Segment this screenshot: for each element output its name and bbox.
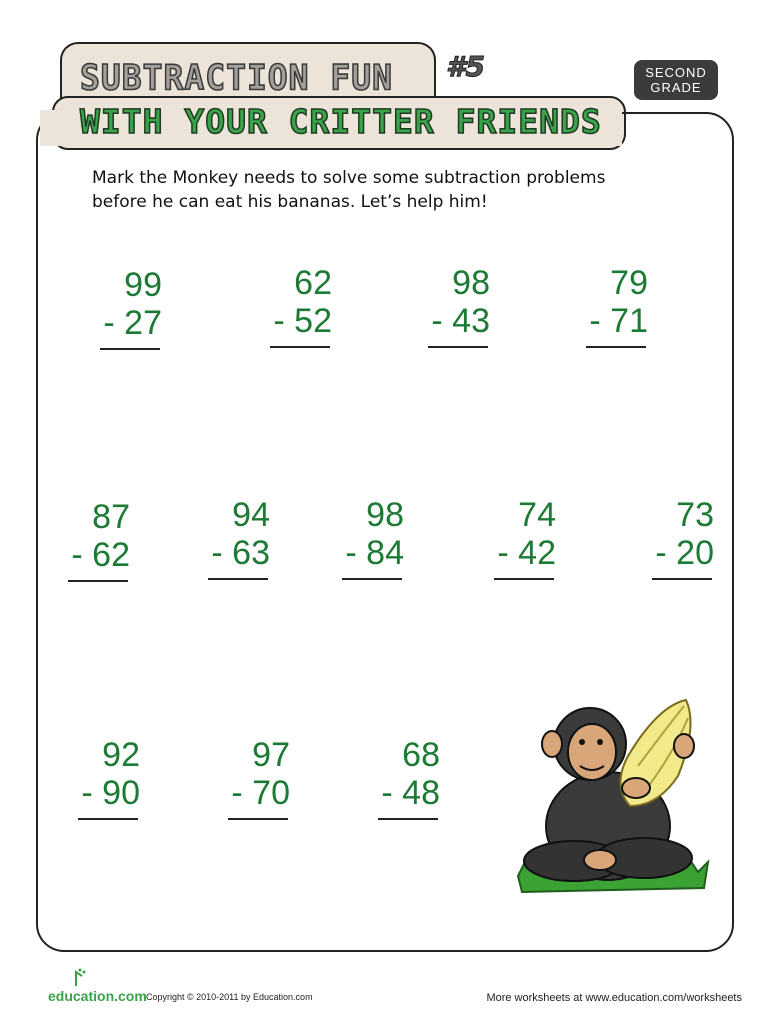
subtrahend: - 71	[589, 302, 648, 340]
answer-line	[78, 818, 138, 820]
answer-line	[100, 348, 160, 350]
minuend: 87	[92, 498, 130, 536]
subtrahend: - 84	[345, 534, 404, 572]
monkey-foot	[584, 850, 616, 870]
monkey-illustration	[508, 696, 718, 896]
monkey-eye-left	[579, 739, 585, 745]
education-logo-text: education.com	[48, 988, 147, 1004]
monkey-ear	[542, 731, 562, 757]
subtrahend: - 62	[71, 536, 130, 574]
answer-line	[342, 578, 402, 580]
subtrahend: - 63	[211, 534, 270, 572]
answer-line	[586, 346, 646, 348]
copyright: Copyright © 2010-2011 by Education.com	[146, 992, 313, 1002]
answer-line	[228, 818, 288, 820]
monkey-face	[568, 724, 616, 780]
problem-8	[476, 496, 556, 580]
problem-6	[190, 496, 270, 580]
problem-9	[634, 496, 714, 580]
answer-line	[378, 818, 438, 820]
answer-line	[494, 578, 554, 580]
subtrahend: - 70	[231, 774, 290, 812]
instructions-line-1: Mark the Monkey needs to solve some subtraction problems	[92, 168, 606, 188]
monkey-hand	[674, 734, 694, 758]
minuend: 74	[518, 496, 556, 534]
subtrahend: - 48	[381, 774, 440, 812]
minuend: 92	[102, 736, 140, 774]
subtrahend: - 52	[273, 302, 332, 340]
answer-line	[428, 346, 488, 348]
grade-badge-line-2: GRADE	[650, 80, 702, 95]
grade-badge-line-1: SECOND	[645, 65, 707, 80]
minuend: 68	[402, 736, 440, 774]
problem-2	[252, 264, 332, 348]
minuend: 79	[610, 264, 648, 302]
problem-3	[410, 264, 490, 348]
answer-line	[68, 580, 128, 582]
title-line-2: WITH YOUR CRITTER FRIENDS	[80, 102, 602, 141]
problem-5	[50, 498, 130, 582]
answer-line	[652, 578, 712, 580]
grade-badge	[634, 60, 718, 100]
problem-4	[568, 264, 648, 348]
answer-line	[208, 578, 268, 580]
minuend: 62	[294, 264, 332, 302]
problem-12	[360, 736, 440, 820]
more-worksheets-link[interactable]: More worksheets at www.education.com/worksheets	[486, 992, 742, 1004]
subtrahend: - 42	[497, 534, 556, 572]
minuend: 94	[232, 496, 270, 534]
problem-11	[210, 736, 290, 820]
subtrahend: - 90	[81, 774, 140, 812]
minuend: 73	[676, 496, 714, 534]
problem-1	[82, 266, 162, 350]
issue-number: #5	[446, 50, 485, 83]
minuend: 98	[452, 264, 490, 302]
subtrahend: - 43	[431, 302, 490, 340]
instructions-line-2: before he can eat his bananas. Let’s help him!	[92, 192, 488, 212]
education-logo-icon	[48, 966, 88, 990]
instructions	[92, 166, 692, 214]
minuend: 98	[366, 496, 404, 534]
problem-10	[60, 736, 140, 820]
subtrahend: - 20	[655, 534, 714, 572]
monkey-eye-right	[597, 739, 603, 745]
minuend: 99	[124, 266, 162, 304]
subtrahend: - 27	[103, 304, 162, 342]
title-line-1: SUBTRACTION FUN	[80, 57, 394, 98]
monkey-hand	[622, 778, 650, 798]
minuend: 97	[252, 736, 290, 774]
answer-line	[270, 346, 330, 348]
problem-7	[324, 496, 404, 580]
